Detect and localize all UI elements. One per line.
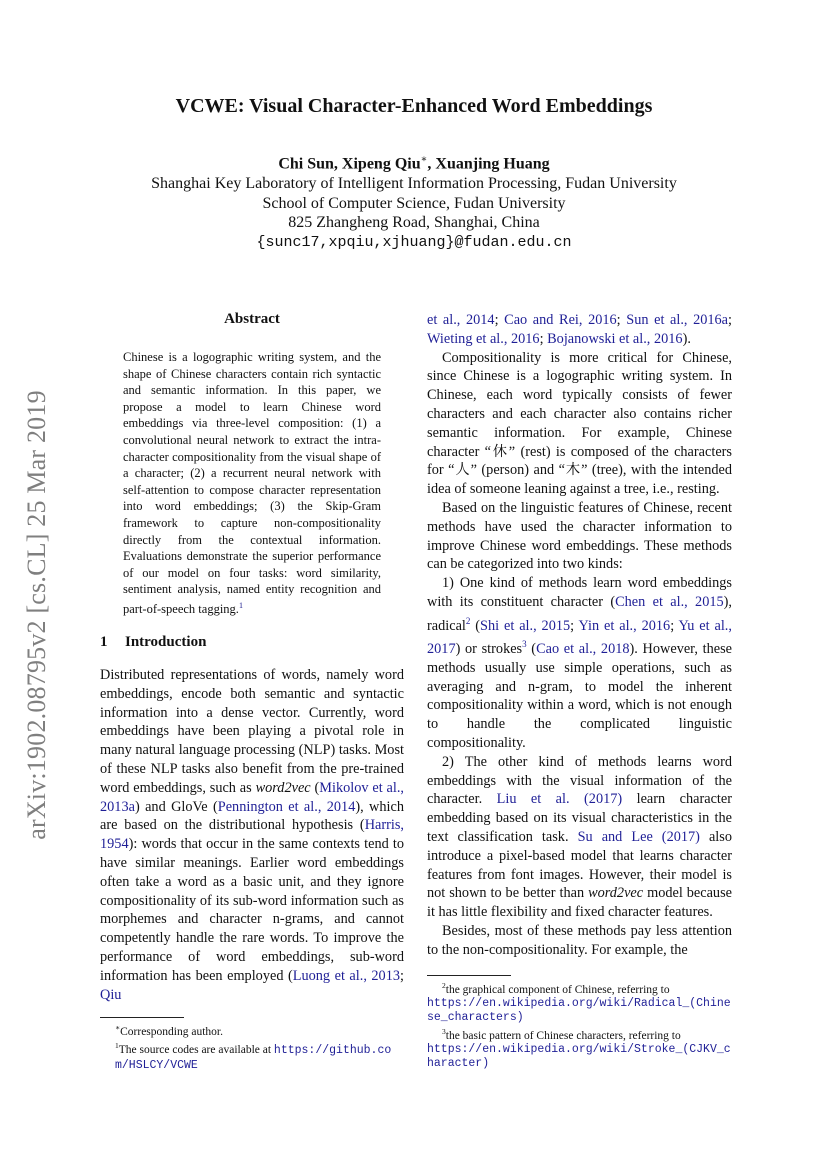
intro-left-column [100, 666, 404, 1004]
citation-link[interactable]: Chen et al., 2015 [615, 593, 724, 610]
footnote-3: $^3$the basic pattern of Chinese characters, referring to [442, 1026, 681, 1042]
affiliation-1: Shanghai Key Laboratory of Intelligent Information Processing, Fudan University [151, 175, 677, 193]
citation-link[interactable]: Cao et al., 2018 [536, 641, 630, 658]
intro-paragraph-2: Compositionality is more critical for Chinese, since Chinese is a logographic writing system. In Chinese, each word typically consists of fewer characters and each character also contains richer semantic information. For example, Chinese character “休” (rest) is composed of the characters for “人” (person) and “木” (tree), with the intended idea of someone leaning against a tree, i.e., resting. [427, 349, 732, 498]
citation-link[interactable]: Yu et al., 2017 [427, 617, 732, 658]
footnote-ref-1[interactable]: 1 [238, 600, 243, 610]
citation-link[interactable]: Luong et al., 2013 [292, 967, 401, 984]
author-emails: {sunc17,xpqiu,xjhuang}@fudan.edu.cn [256, 234, 572, 252]
footnotes-left [100, 1021, 404, 1073]
citation-link[interactable]: Mikolov et al., 2013a [100, 779, 405, 815]
intro-paragraph-1-cont: et al., 2014; Cao and Rei, 2016; Sun et al., 2016a; Wieting et al., 2016; Bojanowski et al., 2016). [427, 312, 733, 347]
intro-paragraph-6: Besides, most of these methods pay less attention to the non-compositionality. For example, the [427, 923, 732, 958]
citation-link[interactable]: et al., 2014 [427, 312, 495, 328]
footnote-2: $^2$the graphical component of Chinese, referring to [442, 981, 670, 996]
arxiv-stamp [17, 360, 57, 870]
intro-paragraph-3: Based on the linguistic features of Chinese, recent methods have used the character information to improve Chinese word embeddings. These methods can be categorized into two kinds: [427, 499, 732, 573]
footnote-rule-right [427, 975, 511, 976]
citation-link[interactable]: Bojanowski et al., 2016 [547, 330, 683, 347]
footnote-ref-3[interactable]: 3 [522, 639, 527, 650]
citation-link[interactable]: Cao and Rei, 2016 [504, 312, 617, 328]
citation-link[interactable]: Sun et al., 2016a [626, 312, 729, 328]
citation-link[interactable]: Su and Lee (2017) [577, 829, 700, 846]
author-block [0, 150, 828, 253]
intro-right-column [427, 311, 732, 960]
source-code-link[interactable]: https://github.com/HSLCY/VCWE [115, 1043, 392, 1072]
section-heading-introduction: 1 Introduction [100, 634, 207, 650]
intro-paragraph-5: 2) The other kind of methods learns word embeddings with the visual information of the character. Liu et al. (2017) learn character embedding based on its visual characteristics in the text classification task. Su and Lee (2017) also introduce a pixel-based model that learns character features from font images. However, their model is not shown to be better than word2vec model because it has little flexibility and fixed character features. [427, 753, 733, 921]
intro-paragraph-4: 1) One kind of methods learn word embeddings with its constituent character (Chen et al., 2015), radical$^2$ (Shi et al., 2015; Yin et al., 2016; Yu et al., 2017) or strokes$^3$ (Cao et al., 2018). However, these methods usually use simple operations, such as averaging and n-gram, to model the inherent compositionality within a word, which is not enough to handle the complicated linguistic compositionality. [427, 575, 732, 752]
affiliation-3: 825 Zhangheng Road, Shanghai, China [288, 214, 540, 232]
footnote-corresponding: ∗Corresponding author. [115, 1023, 223, 1038]
footnotes-right [427, 979, 732, 1071]
footnote-3-link[interactable]: https://en.wikipedia.org/wiki/Stroke_(CJKV_character) [427, 1042, 731, 1070]
citation-link[interactable]: Yin et al., 2016 [578, 617, 671, 634]
footnote-rule-left [100, 1017, 184, 1018]
footnote-ref-2[interactable]: 2 [465, 615, 471, 626]
affiliation-2: School of Computer Science, Fudan University [262, 194, 566, 212]
abstract-text: Chinese is a logographic writing system, and the shape of Chinese characters contain rich syntactic and semantic information. In this paper, we propose a model to learn Chinese word embeddings via three-level composition: (1) a convolutional neural network to extract the intra-character compositionality from the visual shape of a character; (2) a recurrent neural network with self-attention to compose character representation into word embeddings; (3) the Skip-Gram framework to capture non-compositionality directly from the contextual information. Evaluations demonstrate the superior performance of our model on four tasks: word similarity, sentiment analysis, named entity recognition and part-of-speech tagging.$^1$ [123, 350, 381, 617]
citation-link[interactable]: Liu et al. (2017) [496, 791, 623, 808]
abstract-heading: Abstract [224, 311, 280, 327]
citation-link[interactable]: Shi et al., 2015 [480, 617, 571, 634]
intro-paragraph-1: Distributed representations of words, namely word embeddings, encode both semantic and syntactic information into a dense vector. Currently, word embeddings have been playing a pivotal role in many natural language processing (NLP) tasks. Most of these NLP tasks also benefit from the pre-trained word embeddings, such as word2vec (Mikolov et al., 2013a) and GloVe (Pennington et al., 2014), which are based on the distributional hypothesis (Harris, 1954): words that occur in the same contexts tend to have similar meanings. Earlier word embeddings often take a word as a basic unit, and they ignore compositionality of its sub-word information such as morphemes and character n-grams, and cannot competently handle the rare words. To improve the performance of word embeddings, sub-word information has been employed (Luong et al., 2013; Qiu [100, 667, 405, 1003]
footnote-2-link[interactable]: https://en.wikipedia.org/wiki/Radical_(Chinese_characters) [427, 996, 731, 1024]
citation-link[interactable]: Qiu [100, 986, 122, 1003]
author-names: Chi Sun, Xipeng Qiu∗, Xuanjing Huang [278, 154, 550, 173]
arxiv-id: arXiv:1902.08795v2 [cs.CL] 25 Mar 2019 [22, 390, 51, 840]
paper-title: VCWE: Visual Character-Enhanced Word Embeddings [175, 95, 653, 117]
footnote-1: $^1$The source codes are available at https://github.com/HSLCY/VCWE [115, 1040, 392, 1072]
citation-link[interactable]: Wieting et al., 2016 [427, 330, 540, 347]
citation-link[interactable]: Harris, 1954 [100, 817, 404, 853]
citation-link[interactable]: Pennington et al., 2014 [217, 798, 356, 815]
